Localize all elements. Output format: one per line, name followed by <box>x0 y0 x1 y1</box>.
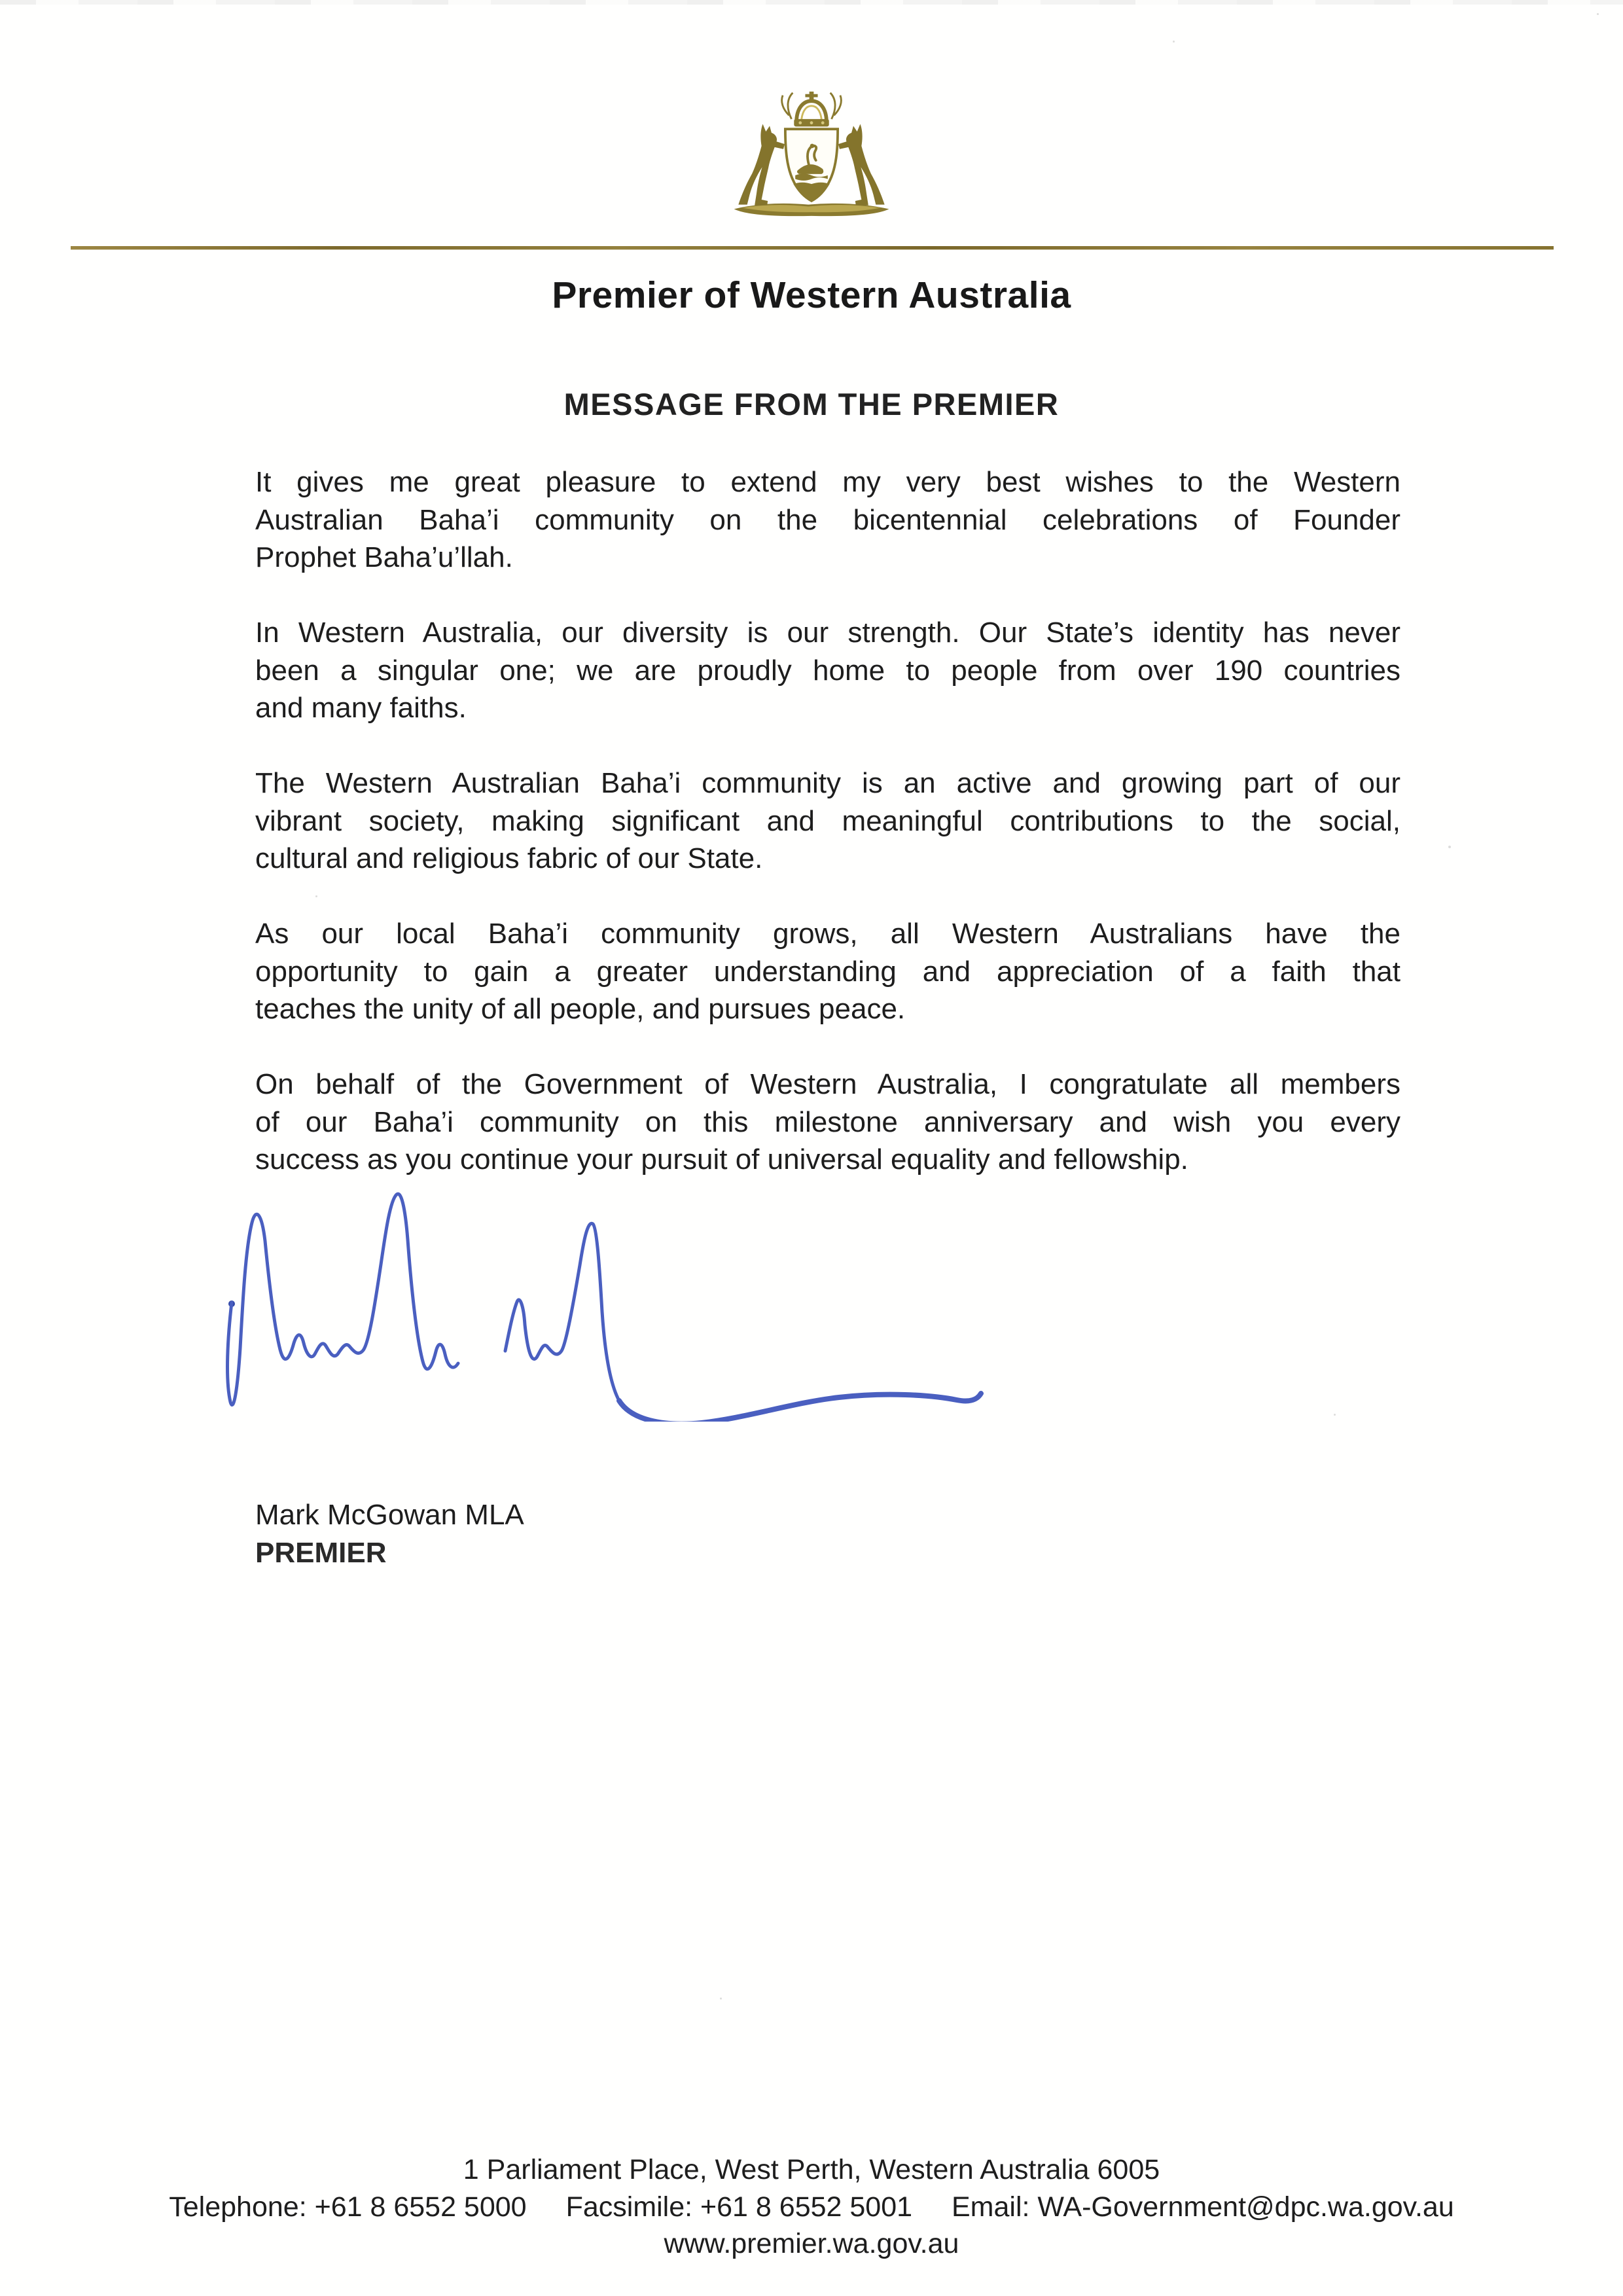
footer-email: Email: WA-Government@dpc.wa.gov.au <box>952 2191 1454 2223</box>
letterhead-rule <box>71 246 1554 249</box>
crest-crown <box>782 92 842 126</box>
shield-swan-icon <box>785 129 838 201</box>
paragraph-line: Prophet Baha’u’llah. <box>255 541 513 573</box>
wa-coat-of-arms-icon <box>720 90 903 228</box>
crest-ground <box>734 204 889 216</box>
paragraph-line: The Western Australian Baha’i community is an active and growing part of our <box>255 767 1400 799</box>
paragraph-line: As our local Baha’i community grows, all Western Australians have the <box>255 918 1400 950</box>
signature <box>216 1186 995 1422</box>
paragraph-line: been a singular one; we are proudly home to people from over 190 countries <box>255 654 1400 687</box>
footer-address: 1 Parliament Place, West Perth, Western Australia 6005 <box>463 2154 1160 2185</box>
paragraph <box>255 463 1400 577</box>
paragraph-line: cultural and religious fabric of our State. <box>255 842 763 874</box>
paragraph-line: Australian Baha’i community on the bicentennial celebrations of Founder <box>255 503 1400 536</box>
paragraph-line: and many faiths. <box>255 692 467 724</box>
paragraph <box>255 614 1400 727</box>
scan-speck <box>1597 13 1599 15</box>
paragraph <box>255 1066 1400 1179</box>
page-title: Premier of Western Australia <box>552 274 1071 316</box>
paragraph-line: of our Baha’i community on this milestone anniversary and wish you every <box>255 1105 1400 1138</box>
signatory-name: Mark McGowan MLA <box>255 1499 524 1531</box>
scan-speck <box>1448 846 1451 848</box>
footer-telephone: Telephone: +61 8 6552 5000 <box>169 2191 527 2223</box>
scan-speck <box>720 1998 722 2000</box>
paragraph-line: On behalf of the Government of Western Australia, I congratulate all members <box>255 1068 1400 1100</box>
paragraph-line: In Western Australia, our diversity is our strength. Our State’s identity has never <box>255 617 1400 649</box>
kangaroo-left-icon <box>738 124 785 206</box>
scan-speck <box>315 895 317 897</box>
kangaroo-right-icon <box>838 124 885 206</box>
signatory-role: PREMIER <box>255 1536 387 1569</box>
paragraph <box>255 764 1400 878</box>
footer-website: www.premier.wa.gov.au <box>664 2228 959 2259</box>
paragraph-line: success as you continue your pursuit of universal equality and fellowship. <box>255 1143 1188 1175</box>
paragraph-line: teaches the unity of all people, and pursues peace. <box>255 993 906 1025</box>
letter-body <box>255 463 1400 1216</box>
message-heading: MESSAGE FROM THE PREMIER <box>563 387 1060 422</box>
paragraph-line: It gives me great pleasure to extend my very best wishes to the Western <box>255 466 1400 498</box>
paragraph-line: opportunity to gain a greater understanding and appreciation of a faith that <box>255 955 1400 988</box>
footer-contacts <box>0 2189 1623 2226</box>
footer <box>0 2151 1623 2263</box>
scan-artifact-top-edge <box>0 0 1623 5</box>
paragraph-line: vibrant society, making significant and meaningful contributions to the social, <box>255 804 1400 837</box>
footer-facsimile: Facsimile: +61 8 6552 5001 <box>565 2191 913 2223</box>
paragraph <box>255 915 1400 1028</box>
scan-speck <box>1173 41 1175 43</box>
signatory-block <box>255 1496 524 1571</box>
scan-speck <box>1334 1414 1336 1416</box>
